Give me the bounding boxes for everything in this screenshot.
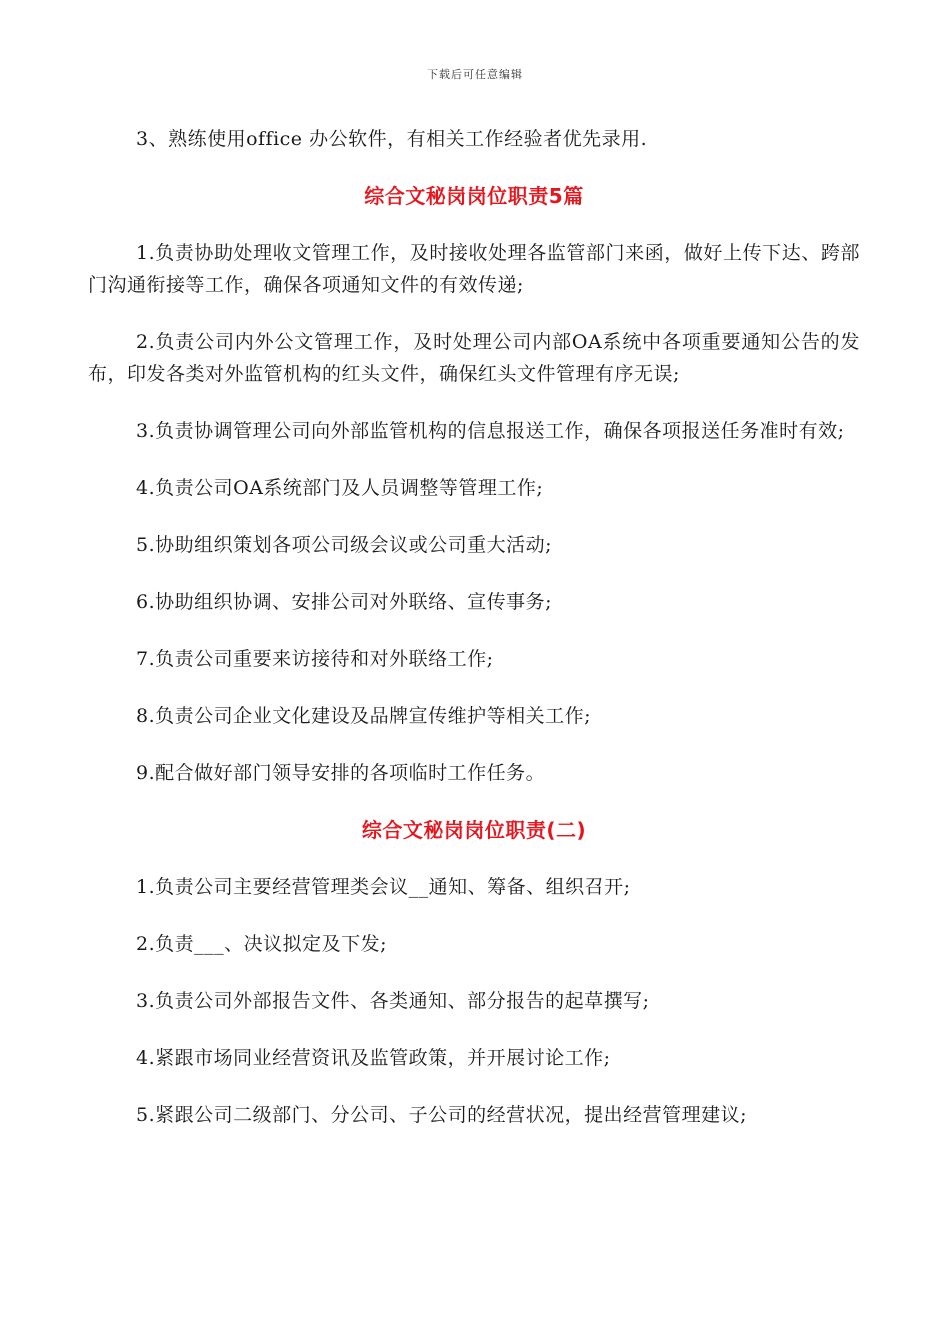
intro-line: 3、熟练使用office 办公软件，有相关工作经验者优先录用. <box>136 128 648 150</box>
duty-item: 3.负责协调管理公司向外部监管机构的信息报送工作，确保各项报送任务准时有效; <box>136 420 845 442</box>
section-heading: 综合文秘岗岗位职责5篇 <box>364 184 584 208</box>
duty-item: 6.协助组织协调、安排公司对外联络、宣传事务; <box>136 591 553 613</box>
document-body <box>88 123 860 1156</box>
duty-item: 2.负责___、决议拟定及下发; <box>136 933 388 955</box>
duty-item: 1.负责公司主要经营管理类会议__通知、筹备、组织召开; <box>136 876 631 898</box>
duty-item: 5.紧跟公司二级部门、分公司、子公司的经营状况，提出经营管理建议; <box>136 1104 748 1126</box>
duty-item: 2.负责公司内外公文管理工作，及时处理公司内部OA系统中各项重要通知公告的发布，印发各类对外监管机构的红头文件，确保红头文件管理有序无误; <box>88 331 860 385</box>
duty-item: 5.协助组织策划各项公司级会议或公司重大活动; <box>136 534 553 556</box>
duty-item: 7.负责公司重要来访接待和对外联络工作; <box>136 648 494 670</box>
duty-item: 9.配合做好部门领导安排的各项临时工作任务。 <box>136 762 546 784</box>
section-heading: 综合文秘岗岗位职责(二) <box>361 818 587 842</box>
duty-item: 1.负责协助处理收文管理工作，及时接收处理各监管部门来函，做好上传下达、跨部门沟通衔接等工作，确保各项通知文件的有效传递; <box>88 242 860 296</box>
duty-item: 4.负责公司OA系统部门及人员调整等管理工作; <box>136 477 544 499</box>
header-note: 下载后可任意编辑 <box>427 68 523 81</box>
duty-item: 4.紧跟市场同业经营资讯及监管政策，并开展讨论工作; <box>136 1047 611 1069</box>
duty-item: 8.负责公司企业文化建设及品牌宣传维护等相关工作; <box>136 705 592 727</box>
duty-item: 3.负责公司外部报告文件、各类通知、部分报告的起草撰写; <box>136 990 650 1012</box>
